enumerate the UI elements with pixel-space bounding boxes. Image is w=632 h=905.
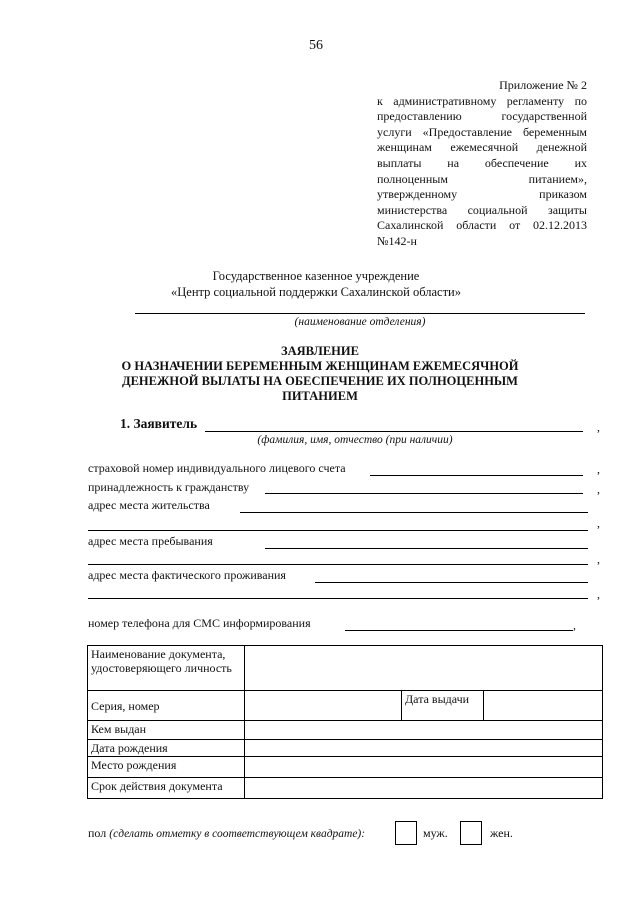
title-line: ДЕНЕЖНОЙ ВЫЛАТЫ НА ОБЕСПЕЧЕНИЕ ИХ ПОЛНОЦЕННЫМ	[122, 374, 518, 388]
sex-label	[88, 826, 365, 841]
residence-label: адрес места жительства	[88, 498, 210, 512]
appendix-line: Приложение № 2	[499, 78, 587, 92]
birth-place-cell[interactable]	[245, 757, 603, 778]
citizenship-label: принадлежность к гражданству	[88, 480, 250, 494]
series-number-label: Серия, номер	[88, 691, 245, 721]
appendix-line: полноценным питанием»,	[377, 171, 587, 186]
appendix-line: услуги «Предоставление беременным	[377, 124, 587, 139]
sex-label-text: пол	[88, 826, 107, 840]
comma: ,	[597, 516, 600, 530]
series-number-cell[interactable]	[245, 691, 402, 721]
appendix-block	[377, 78, 587, 250]
organization-line: «Центр социальной поддержки Сахалинской области»	[171, 285, 461, 299]
table-row	[88, 691, 603, 721]
issued-by-label: Кем выдан	[88, 721, 245, 740]
birth-date-cell[interactable]	[245, 740, 603, 757]
female-label: жен.	[490, 826, 513, 840]
actual-address-input-line[interactable]	[315, 582, 588, 583]
issued-by-cell[interactable]	[245, 721, 603, 740]
birth-date-label: Дата рождения	[88, 740, 245, 757]
appendix-line: №142-н	[377, 233, 417, 248]
identity-document-table	[87, 645, 603, 799]
organization-name	[0, 268, 632, 300]
table-row	[88, 646, 603, 691]
applicant-name-caption: (фамилия, имя, отчество (при наличии)	[257, 434, 453, 446]
sex-hint: (сделать отметку в соответствующем квадрате):	[109, 828, 366, 840]
male-label: муж.	[423, 826, 448, 840]
issue-date-label: Дата выдачи	[402, 691, 484, 721]
page-number: 56	[309, 38, 323, 53]
issue-date-cell[interactable]	[484, 691, 603, 721]
citizenship-input-line[interactable]	[265, 493, 583, 494]
residence-input-line-2[interactable]	[88, 530, 588, 531]
comma: ,	[597, 462, 600, 476]
comma: ,	[597, 420, 600, 434]
snils-input-line[interactable]	[370, 475, 583, 476]
residence-input-line[interactable]	[240, 512, 588, 513]
actual-address-label: адрес места фактического проживания	[88, 568, 286, 582]
department-caption: (наименование отделения)	[294, 316, 426, 328]
document-title	[120, 344, 520, 404]
comma: ,	[573, 618, 576, 632]
snils-label: страховой номер индивидуального лицевого счета	[88, 461, 346, 475]
title-line: ПИТАНИЕМ	[282, 389, 358, 403]
table-row	[88, 757, 603, 778]
applicant-section-label: 1. Заявитель	[120, 416, 198, 431]
appendix-line: утвержденному приказом	[377, 187, 587, 202]
title-line: О НАЗНАЧЕНИИ БЕРЕМЕННЫМ ЖЕНЩИНАМ ЕЖЕМЕСЯЧНОЙ	[121, 359, 519, 373]
validity-label: Срок действия документа	[88, 778, 245, 799]
birth-place-label: Место рождения	[88, 757, 245, 778]
doc-name-label: Наименование документа, удостоверяющего личность	[88, 646, 245, 691]
stay-address-label: адрес места пребывания	[88, 534, 213, 548]
stay-address-input-line-2[interactable]	[88, 564, 588, 565]
table-row	[88, 740, 603, 757]
comma: ,	[597, 482, 600, 496]
table-row	[88, 778, 603, 799]
comma: ,	[597, 552, 600, 566]
phone-label: номер телефона для СМС информирования	[88, 616, 311, 630]
table-row	[88, 721, 603, 740]
appendix-line: Сахалинской области от 02.12.2013	[377, 218, 587, 233]
appendix-line: женщинам ежемесячной денежной	[377, 140, 587, 155]
applicant-name-input-line[interactable]	[205, 431, 583, 432]
appendix-line: к административному регламенту по	[377, 93, 587, 108]
doc-name-cell[interactable]	[245, 646, 603, 691]
title-line: ЗАЯВЛЕНИЕ	[281, 344, 359, 358]
department-input-line[interactable]	[135, 313, 585, 314]
comma: ,	[597, 587, 600, 601]
phone-input-line[interactable]	[345, 630, 573, 631]
stay-address-input-line[interactable]	[265, 548, 588, 549]
appendix-line: министерства социальной защиты	[377, 202, 587, 217]
actual-address-input-line-2[interactable]	[88, 598, 588, 599]
male-checkbox[interactable]	[395, 821, 417, 845]
appendix-line: выплаты на обеспечение их	[377, 155, 587, 170]
female-checkbox[interactable]	[460, 821, 482, 845]
organization-line: Государственное казенное учреждение	[212, 269, 420, 283]
validity-cell[interactable]	[245, 778, 603, 799]
appendix-line: предоставлению государственной	[377, 109, 587, 124]
